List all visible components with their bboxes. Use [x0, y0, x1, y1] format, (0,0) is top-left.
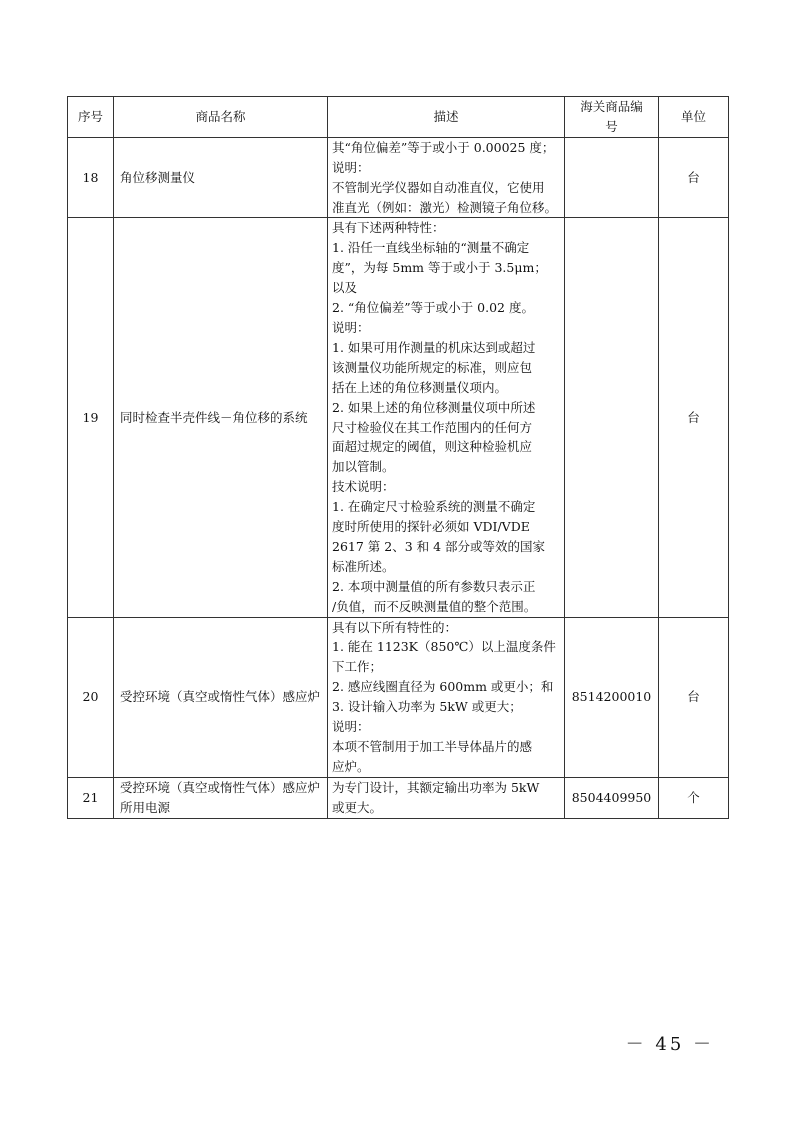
row-seq-cell: 21 [68, 777, 114, 818]
desc-line: 2. 本项中测量值的所有参数只表示正 [332, 578, 536, 594]
row-seq-cell: 20 [68, 617, 114, 777]
row-desc-cell [328, 617, 565, 777]
row-name-cell: 同时检查半壳件线－角位移的系统 [114, 218, 328, 617]
table-header-row [68, 97, 729, 138]
controlled-items-table [67, 96, 729, 819]
desc-line: 1. 在确定尺寸检验系统的测量不确定 [332, 499, 536, 515]
table-body [68, 137, 729, 818]
desc-line: 标准所述。 [332, 558, 395, 574]
desc-line: 1. 如果可用作测量的机床达到或超过 [332, 339, 536, 355]
desc-line: 2617 第 2、3 和 4 部分或等效的国家 [332, 538, 546, 554]
desc-line: 说明： [332, 719, 370, 735]
header-code: 海关商品编号 [565, 97, 659, 138]
desc-line: 具有下述两种特性： [332, 220, 445, 236]
table-row [68, 218, 729, 617]
row-name-cell: 受控环境（真空或惰性气体）感应炉所用电源 [114, 777, 328, 818]
desc-line: 度时所使用的探针必须如 VDI/VDE [332, 519, 530, 535]
desc-line: 2. 如果上述的角位移测量仪项中所述 [332, 399, 536, 415]
desc-line: 具有以下所有特性的： [332, 619, 458, 635]
desc-line: 为专门设计，其额定输出功率为 5kW [332, 779, 540, 795]
desc-line: /负值，而不反映测量值的整个范围。 [332, 598, 537, 614]
desc-line: 尺寸检验仪在其工作范围内的任何方 [332, 419, 533, 435]
desc-line: 加以管制。 [332, 459, 395, 475]
row-seq-cell: 19 [68, 218, 114, 617]
desc-line: 2. “角位偏差”等于或小于 0.02 度。 [332, 300, 534, 316]
table-row [68, 777, 729, 818]
desc-line: 3. 设计输入功率为 5kW 或更大； [332, 699, 522, 715]
desc-line: 1. 能在 1123K（850℃）以上温度条件 [332, 639, 556, 655]
desc-line: 说明： [332, 159, 370, 175]
desc-line: 应炉。 [332, 758, 370, 774]
row-unit-cell: 个 [659, 777, 729, 818]
desc-line: 准直光（例如：激光）检测镜子角位移。 [332, 199, 558, 215]
desc-line: 该测量仪功能所规定的标准，则应包 [332, 359, 533, 375]
row-desc-cell [328, 777, 565, 818]
desc-line: 本项不管制用于加工半导体晶片的感 [332, 739, 533, 754]
desc-line: 度”，为每 5mm 等于或小于 3.5μm； [332, 260, 547, 276]
desc-line: 说明： [332, 319, 370, 335]
desc-line: 以及 [332, 280, 358, 296]
row-name-cell: 受控环境（真空或惰性气体）感应炉 [114, 617, 328, 777]
header-desc: 描述 [328, 97, 565, 138]
desc-line: 技术说明： [332, 479, 395, 495]
row-unit-cell: 台 [659, 218, 729, 617]
row-code-cell: 8504409950 [565, 777, 659, 818]
desc-line: 面超过规定的阈值，则这种检验机应 [332, 439, 533, 455]
row-desc-cell [328, 137, 565, 218]
desc-line: 其“角位偏差”等于或小于 0.00025 度； [332, 139, 555, 155]
desc-line: 2. 感应线圈直径为 600mm 或更小；和 [332, 679, 554, 695]
row-desc-cell [328, 218, 565, 617]
row-code-cell: 8514200010 [565, 617, 659, 777]
row-unit-cell: 台 [659, 137, 729, 218]
desc-line: 1. 沿任一直线坐标轴的“测量不确定 [332, 240, 530, 256]
table-row [68, 137, 729, 218]
table-row [68, 617, 729, 777]
header-seq: 序号 [68, 97, 114, 138]
desc-line: 不管制光学仪器如自动准直仪，它使用 [332, 179, 545, 195]
page-number: － 45 － [625, 1034, 714, 1055]
header-name: 商品名称 [114, 97, 328, 138]
row-code-cell [565, 137, 659, 218]
row-code-cell [565, 218, 659, 617]
row-unit-cell: 台 [659, 617, 729, 777]
row-seq-cell: 18 [68, 137, 114, 218]
row-name-cell: 角位移测量仪 [114, 137, 328, 218]
desc-line: 或更大。 [332, 799, 383, 815]
desc-line: 下工作； [332, 659, 383, 675]
desc-line: 括在上述的角位移测量仪项内。 [332, 379, 508, 395]
header-unit: 单位 [659, 97, 729, 138]
